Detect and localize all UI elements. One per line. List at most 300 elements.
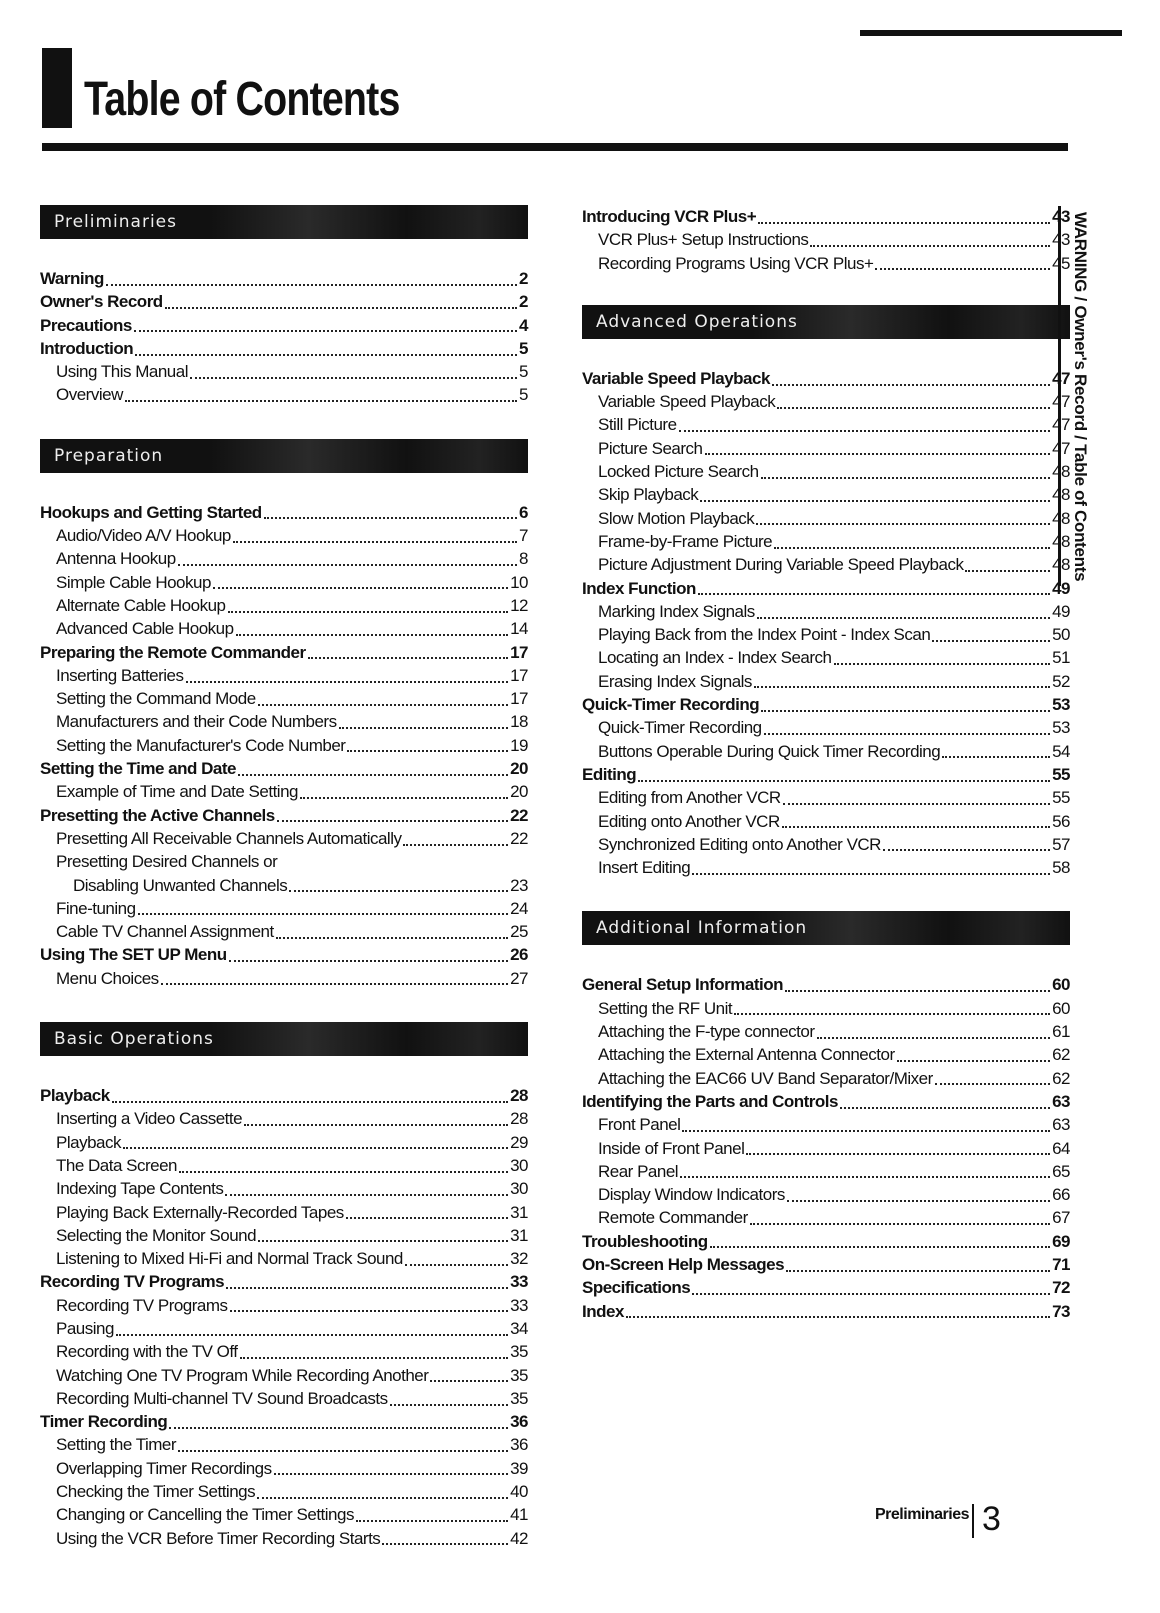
toc-entry [582, 623, 1070, 646]
toc-entry-page: 35 [510, 1388, 528, 1408]
toc-entry-page: 20 [510, 782, 528, 802]
toc-list-additional-information [582, 973, 1070, 1322]
toc-leader-dots [233, 541, 517, 543]
toc-entry-page: 66 [1052, 1185, 1070, 1205]
toc-entry-title: Changing or Cancelling the Timer Settings [56, 1505, 354, 1525]
toc-entry-page: 35 [510, 1342, 528, 1362]
toc-entry-page: 5 [519, 385, 528, 405]
toc-entry [40, 1503, 528, 1526]
toc-leader-dots [783, 803, 1050, 805]
toc-entry-title: Indexing Tape Contents [56, 1179, 224, 1199]
toc-entry [582, 740, 1070, 763]
toc-entry-title: Overlapping Timer Recordings [56, 1458, 272, 1478]
toc-entry [40, 314, 528, 337]
toc-entry-title: Playback [56, 1132, 121, 1152]
toc-entry-title: Setting the RF Unit [598, 998, 733, 1018]
toc-entry-page: 47 [1052, 438, 1070, 458]
toc-entry [582, 1090, 1070, 1113]
toc-leader-dots [161, 983, 508, 985]
toc-leader-dots [883, 849, 1050, 851]
toc-entry [40, 617, 528, 640]
toc-entry-page: 69 [1052, 1231, 1070, 1251]
toc-leader-dots [258, 1240, 508, 1242]
toc-leader-dots [276, 937, 508, 939]
toc-entry-page: 30 [510, 1155, 528, 1175]
toc-entry-title: VCR Plus+ Setup Instructions [598, 230, 809, 250]
toc-list-preliminaries [40, 267, 528, 407]
toc-entry [582, 600, 1070, 623]
toc-entry [582, 1020, 1070, 1043]
toc-leader-dots [116, 1334, 508, 1336]
toc-leader-dots [277, 820, 508, 822]
toc-entry-page: 34 [510, 1318, 528, 1338]
toc-entry [40, 757, 528, 780]
toc-leader-dots [229, 960, 508, 962]
toc-entry [40, 827, 528, 850]
toc-entry-page: 41 [510, 1505, 528, 1525]
toc-entry-title: Still Picture [598, 415, 677, 435]
toc-leader-dots [165, 307, 517, 309]
toc-entry-page: 28 [510, 1086, 528, 1106]
toc-leader-dots [638, 780, 1050, 782]
toc-entry [40, 1270, 528, 1293]
page-title: Table of Contents [84, 73, 400, 126]
toc-entry [582, 1137, 1070, 1160]
toc-entry-page: 62 [1052, 1045, 1070, 1065]
toc-entry [40, 920, 528, 943]
toc-entry [582, 507, 1070, 530]
toc-entry-title: Specifications [582, 1278, 691, 1298]
toc-leader-dots [834, 663, 1051, 665]
toc-entry-title: Rear Panel [598, 1161, 679, 1181]
toc-entry-title: Picture Search [598, 438, 703, 458]
toc-entry-title: Setting the Timer [56, 1435, 177, 1455]
toc-entry [40, 1527, 528, 1550]
toc-entry [40, 1457, 528, 1480]
toc-leader-dots [213, 587, 508, 589]
toc-leader-dots [289, 890, 508, 892]
toc-entry-title: Cable TV Channel Assignment [56, 922, 274, 942]
toc-entry-page: 2 [519, 269, 528, 288]
toc-leader-dots [244, 1124, 508, 1126]
toc-entry [582, 483, 1070, 506]
toc-entry-title: Editing onto Another VCR [598, 811, 780, 831]
toc-entry-page: 72 [1052, 1278, 1070, 1298]
toc-entry-page: 51 [1052, 648, 1070, 668]
toc-entry [582, 577, 1070, 600]
footer-divider [972, 1504, 974, 1538]
toc-entry [40, 337, 528, 360]
toc-entry-title: Variable Speed Playback [598, 392, 776, 412]
toc-leader-dots [186, 681, 509, 683]
toc-entry-page: 25 [510, 922, 528, 942]
toc-entry-title: Buttons Operable During Quick Timer Recording [598, 741, 941, 761]
toc-entry [40, 524, 528, 547]
toc-leader-dots [786, 1270, 1050, 1272]
toc-leader-dots [774, 547, 1050, 549]
toc-leader-dots [757, 617, 1050, 619]
toc-entry [40, 641, 528, 664]
toc-entry [40, 1387, 528, 1410]
toc-entry [40, 943, 528, 966]
toc-entry-title: Recording TV Programs [56, 1295, 228, 1315]
section-header-advanced-operations: Advanced Operations [582, 305, 1070, 339]
toc-leader-dots [764, 733, 1050, 735]
toc-entry [582, 460, 1070, 483]
toc-leader-dots [761, 477, 1051, 479]
toc-leader-dots [274, 1473, 508, 1475]
toc-leader-dots [190, 377, 517, 379]
toc-leader-dots [356, 1520, 508, 1522]
toc-leader-dots [258, 704, 508, 706]
toc-entry-title: Inserting Batteries [56, 665, 184, 685]
toc-entry-title: Display Window Indicators [598, 1185, 785, 1205]
toc-entry-title: Preparing the Remote Commander [40, 642, 306, 662]
footer-section-label: Preliminaries [875, 1506, 969, 1523]
toc-entry [40, 290, 528, 313]
toc-leader-dots [106, 284, 517, 286]
toc-entry-page: 65 [1052, 1161, 1070, 1181]
toc-entry-page: 2 [519, 292, 528, 312]
toc-entry-page: 47 [1052, 368, 1070, 388]
toc-entry-title: Listening to Mixed Hi-Fi and Normal Track Sound [56, 1249, 403, 1269]
toc-entry-title: Front Panel [598, 1115, 681, 1135]
toc-entry-title: Index Function [582, 578, 696, 598]
toc-entry [40, 804, 528, 827]
toc-entry-title: Presetting All Receivable Channels Automatically [56, 828, 402, 848]
toc-entry-title: Checking the Timer Settings [56, 1482, 256, 1502]
toc-entry [582, 1160, 1070, 1183]
toc-leader-dots [897, 1060, 1050, 1062]
toc-leader-dots [680, 1176, 1050, 1178]
toc-leader-dots [169, 1427, 508, 1429]
toc-leader-dots [134, 330, 517, 332]
toc-entry-title: Playing Back Externally-Recorded Tapes [56, 1202, 344, 1222]
toc-entry [40, 1247, 528, 1270]
toc-leader-dots [785, 990, 1050, 992]
toc-entry-page: 30 [510, 1179, 528, 1199]
toc-entry-title: Locating an Index - Index Search [598, 648, 832, 668]
toc-entry [40, 1294, 528, 1317]
toc-entry-title: Remote Commander [598, 1208, 748, 1228]
toc-leader-dots [698, 593, 1050, 595]
toc-entry-title: Manufacturers and their Code Numbers [56, 712, 337, 732]
toc-entry [40, 267, 528, 290]
toc-leader-dots [758, 222, 1050, 224]
toc-entry-page: 67 [1052, 1208, 1070, 1228]
toc-entry [582, 786, 1070, 809]
toc-leader-dots [382, 1543, 508, 1545]
toc-leader-dots [692, 873, 1050, 875]
toc-leader-dots [777, 407, 1050, 409]
toc-entry [582, 1067, 1070, 1090]
toc-leader-dots [135, 354, 517, 356]
toc-entry [582, 856, 1070, 879]
toc-entry-title: On-Screen Help Messages [582, 1254, 785, 1274]
toc-entry [582, 1230, 1070, 1253]
toc-entry-page: 32 [510, 1249, 528, 1269]
toc-entry [582, 1183, 1070, 1206]
toc-entry [582, 693, 1070, 716]
toc-entry-page: 48 [1052, 555, 1070, 575]
toc-entry-page: 48 [1052, 508, 1070, 528]
toc-entry-title: Presetting Desired Channels or [56, 852, 278, 872]
toc-entry [582, 413, 1070, 436]
toc-leader-dots [761, 710, 1050, 712]
toc-leader-dots [225, 1194, 508, 1196]
toc-leader-dots [236, 634, 509, 636]
toc-leader-dots [430, 1380, 508, 1382]
toc-entry-page: 63 [1052, 1091, 1070, 1111]
toc-leader-dots [679, 430, 1051, 432]
toc-entry-title: Introducing VCR Plus+ [582, 207, 757, 226]
toc-leader-dots [692, 1293, 1050, 1295]
toc-leader-dots [626, 1316, 1050, 1318]
toc-entry-title: Inside of Front Panel [598, 1138, 745, 1158]
toc-entry-title: Example of Time and Date Setting [56, 782, 298, 802]
toc-entry [582, 997, 1070, 1020]
toc-entry [40, 1084, 528, 1107]
toc-entry [582, 810, 1070, 833]
toc-entry-title: Alternate Cable Hookup [56, 595, 226, 615]
toc-leader-dots [935, 1083, 1050, 1085]
toc-entry [582, 1300, 1070, 1323]
toc-entry-title: Recording Multi-channel TV Sound Broadcasts [56, 1388, 388, 1408]
toc-entry [582, 763, 1070, 786]
left-column [40, 205, 528, 1550]
toc-leader-dots [682, 1130, 1050, 1132]
toc-entry [582, 833, 1070, 856]
toc-entry [40, 1433, 528, 1456]
toc-entry-page: 5 [519, 362, 528, 382]
toc-entry-title: Troubleshooting [582, 1231, 708, 1251]
toc-leader-dots [932, 640, 1050, 642]
toc-entry [582, 367, 1070, 390]
toc-entry-title: Recording Programs Using VCR Plus+ [598, 253, 874, 273]
toc-entry-title: Precautions [40, 315, 132, 335]
toc-leader-dots [346, 1217, 508, 1219]
toc-entry [582, 973, 1070, 996]
toc-entry-title: Slow Motion Playback [598, 508, 755, 528]
toc-entry-page: 26 [510, 945, 528, 965]
toc-entry-page: 22 [510, 828, 528, 848]
toc-leader-dots [705, 453, 1051, 455]
toc-entry-page: 53 [1052, 695, 1070, 715]
toc-entry-title: Attaching the F-type connector [598, 1022, 815, 1042]
toc-entry-title: Disabling Unwanted Channels [73, 875, 288, 895]
toc-leader-dots [257, 1497, 508, 1499]
toc-entry-title: Owner's Record [40, 292, 163, 312]
toc-entry-title: General Setup Information [582, 975, 783, 995]
toc-entry-page: 6 [519, 502, 528, 522]
toc-leader-dots [179, 1171, 508, 1173]
toc-leader-dots [264, 517, 517, 519]
toc-list-basic-operations [40, 1084, 528, 1550]
toc-entry-title: Selecting the Monitor Sound [56, 1225, 257, 1245]
toc-entry-page: 58 [1052, 858, 1070, 878]
toc-entry-page: 36 [510, 1435, 528, 1455]
toc-entry-title: Setting the Manufacturer's Code Number [56, 735, 346, 755]
toc-entry-title: Index [582, 1301, 624, 1321]
toc-entry [582, 437, 1070, 460]
toc-entry-title: Picture Adjustment During Variable Speed Playback [598, 555, 964, 575]
toc-entry-page: 50 [1052, 625, 1070, 645]
toc-entry-title: Insert Editing [598, 858, 691, 878]
toc-entry-title: Pausing [56, 1318, 114, 1338]
toc-entry-title: Inserting a Video Cassette [56, 1109, 243, 1129]
toc-leader-dots [240, 1357, 509, 1359]
toc-entry-page: 29 [510, 1132, 528, 1152]
toc-entry-page: 60 [1052, 998, 1070, 1018]
toc-entry-title: Recording TV Programs [40, 1272, 225, 1292]
toc-entry-page: 61 [1052, 1022, 1070, 1042]
toc-leader-dots [403, 844, 508, 846]
toc-entry-page: 22 [510, 805, 528, 825]
toc-entry-title: Synchronized Editing onto Another VCR [598, 834, 881, 854]
toc-leader-dots [734, 1013, 1050, 1015]
toc-entry-page: 7 [519, 526, 528, 546]
toc-entry-page: 60 [1052, 975, 1070, 995]
toc-entry-page: 63 [1052, 1115, 1070, 1135]
toc-entry-page: 8 [519, 549, 528, 569]
toc-entry [40, 1480, 528, 1503]
toc-entry-title: Erasing Index Signals [598, 671, 752, 691]
toc-entry-title: Simple Cable Hookup [56, 572, 211, 592]
toc-entry [40, 1410, 528, 1433]
toc-entry-title: Playback [40, 1086, 110, 1106]
toc-entry-page: 17 [510, 642, 528, 662]
toc-entry-page: 47 [1052, 415, 1070, 435]
title-marker-block [42, 48, 72, 128]
toc-entry-page: 48 [1052, 531, 1070, 551]
toc-entry [40, 1340, 528, 1363]
toc-entry-page: 14 [510, 619, 528, 639]
section-header-additional-information: Additional Information [582, 911, 1070, 945]
toc-entry-title: Overview [56, 385, 123, 405]
toc-entry [40, 734, 528, 757]
toc-entry [40, 897, 528, 920]
side-tab-label: WARNING / Owner's Record / Table of Contents [1071, 212, 1090, 582]
toc-entry-page: 17 [510, 689, 528, 709]
toc-entry-page: 4 [519, 315, 528, 335]
toc-entry-page: 35 [510, 1365, 528, 1385]
toc-entry [582, 205, 1070, 228]
toc-leader-dots [228, 611, 509, 613]
toc-entry [40, 1364, 528, 1387]
toc-entry-page: 54 [1052, 741, 1070, 761]
toc-entry-page: 49 [1052, 601, 1070, 621]
toc-entry [582, 646, 1070, 669]
toc-entry-page: 55 [1052, 764, 1070, 784]
toc-entry-title: Variable Speed Playback [582, 368, 770, 388]
toc-entry-title: Recording with the TV Off [56, 1342, 238, 1362]
toc-entry-page: 52 [1052, 671, 1070, 691]
toc-entry-page: 24 [510, 898, 528, 918]
toc-entry-title: Setting the Command Mode [56, 689, 256, 709]
toc-entry-page: 31 [510, 1202, 528, 1222]
toc-leader-dots [875, 268, 1050, 270]
toc-entry [40, 874, 528, 897]
toc-entry-page: 55 [1052, 788, 1070, 808]
section-header-preparation: Preparation [40, 439, 528, 473]
toc-entry-page: 56 [1052, 811, 1070, 831]
toc-leader-dots [942, 756, 1050, 758]
toc-entry-title: Identifying the Parts and Controls [582, 1091, 838, 1111]
toc-leader-dots [756, 523, 1050, 525]
toc-entry [40, 501, 528, 524]
toc-entry [582, 716, 1070, 739]
toc-entry-title: Fine-tuning [56, 898, 136, 918]
toc-leader-dots [840, 1107, 1050, 1109]
toc-leader-dots [787, 1200, 1050, 1202]
toc-leader-dots [226, 1287, 508, 1289]
toc-entry-title: Quick-Timer Recording [598, 718, 762, 738]
toc-leader-dots [754, 686, 1050, 688]
toc-entry-page: 19 [510, 735, 528, 755]
toc-entry-page: 17 [510, 665, 528, 685]
toc-entry [582, 1276, 1070, 1299]
toc-entry-title: Menu Choices [56, 968, 159, 988]
toc-leader-dots [782, 826, 1050, 828]
toc-leader-dots [817, 1037, 1051, 1039]
toc-entry-title: Antenna Hookup [56, 549, 176, 569]
toc-entry [40, 1224, 528, 1247]
toc-entry [40, 1154, 528, 1177]
toc-entry [582, 1113, 1070, 1136]
right-column [582, 205, 1070, 1323]
toc-entry-page: 23 [510, 875, 528, 895]
toc-entry [40, 1201, 528, 1224]
toc-entry [40, 1177, 528, 1200]
toc-entry [40, 383, 528, 406]
toc-entry [582, 252, 1070, 275]
toc-list-vcr-plus [582, 205, 1070, 275]
toc-leader-dots [308, 657, 509, 659]
toc-entry-page: 42 [510, 1528, 528, 1548]
toc-leader-dots [123, 1147, 508, 1149]
toc-leader-dots [112, 1101, 508, 1103]
toc-entry-title: Introduction [40, 338, 134, 358]
toc-leader-dots [965, 570, 1050, 572]
toc-leader-dots [746, 1153, 1050, 1155]
toc-entry-title: Quick-Timer Recording [582, 695, 760, 715]
toc-entry-page: 33 [510, 1295, 528, 1315]
toc-leader-dots [138, 913, 509, 915]
toc-leader-dots [339, 727, 508, 729]
toc-entry-page: 48 [1052, 485, 1070, 505]
toc-leader-dots [125, 400, 517, 402]
toc-entry [40, 1131, 528, 1154]
title-rule [42, 143, 1068, 151]
toc-entry-page: 31 [510, 1225, 528, 1245]
toc-entry [582, 390, 1070, 413]
toc-entry [582, 553, 1070, 576]
toc-entry [582, 1206, 1070, 1229]
page-number: 3 [982, 1500, 1001, 1538]
toc-entry [40, 360, 528, 383]
toc-entry [40, 780, 528, 803]
toc-entry-page: 39 [510, 1458, 528, 1478]
toc-entry-page: 64 [1052, 1138, 1070, 1158]
toc-entry-title: Attaching the EAC66 UV Band Separator/Mixer [598, 1068, 933, 1088]
toc-entry-title: Presetting the Active Channels [40, 805, 275, 825]
toc-entry-title: Timer Recording [40, 1412, 168, 1432]
toc-entry-page: 43 [1052, 230, 1070, 250]
toc-entry-page: 20 [510, 759, 528, 779]
toc-entry-title: Warning [40, 269, 104, 288]
toc-entry-title: Audio/Video A/V Hookup [56, 526, 231, 546]
toc-entry-page: 18 [510, 712, 528, 732]
